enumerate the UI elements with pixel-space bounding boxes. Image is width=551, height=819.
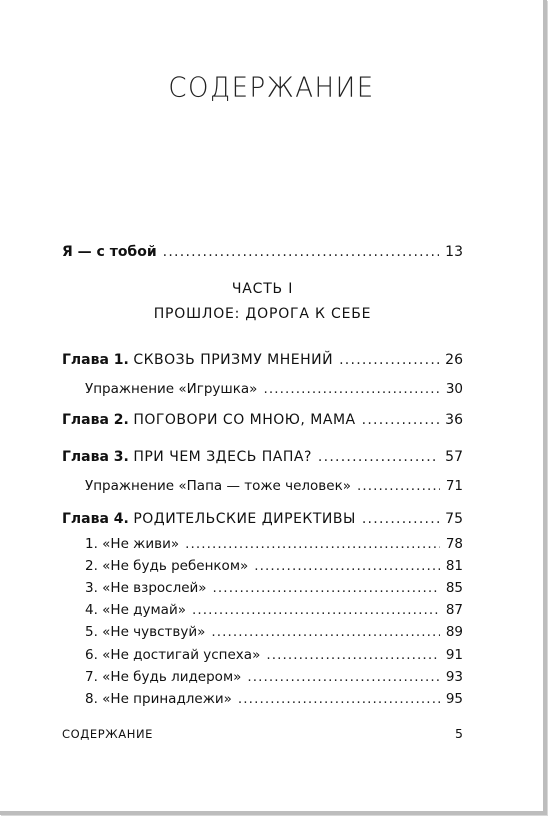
toc-entry-directive-1[interactable] bbox=[85, 535, 463, 553]
toc-entry-label: 4. «Не думай» bbox=[85, 602, 186, 618]
toc-entry-label: 5. «Не чувствуй» bbox=[85, 624, 206, 640]
toc-page-number: 57 bbox=[445, 449, 463, 465]
toc-page-number: 30 bbox=[445, 381, 463, 397]
leader-dots bbox=[357, 477, 440, 495]
toc-entry-label: 6. «Не достигай успеха» bbox=[85, 647, 261, 663]
toc-page-number: 71 bbox=[445, 478, 463, 494]
folio-page-number: 5 bbox=[455, 726, 463, 741]
leader-dots bbox=[266, 646, 439, 664]
toc-entry-label: Глава 3. ПРИ ЧЕМ ЗДЕСЬ ПАПА? bbox=[62, 449, 312, 465]
page-title: СОДЕРЖАНИЕ bbox=[168, 72, 375, 104]
toc-entry-exercise-dad[interactable] bbox=[85, 477, 463, 495]
toc-entry-label: Упражнение «Игрушка» bbox=[85, 381, 258, 397]
toc-entry-label: Глава 1. СКВОЗЬ ПРИЗМУ МНЕНИЙ bbox=[62, 352, 334, 368]
toc-page-number: 91 bbox=[445, 647, 463, 663]
toc-page-number: 75 bbox=[445, 511, 463, 527]
toc-page-number: 26 bbox=[445, 352, 463, 368]
toc-entry-chapter-2[interactable] bbox=[62, 411, 463, 429]
toc-entry-directive-6[interactable] bbox=[85, 646, 463, 664]
leader-dots bbox=[185, 535, 440, 553]
toc-entry-chapter-1[interactable] bbox=[62, 351, 463, 369]
toc-entry-label: 7. «Не будь лидером» bbox=[85, 669, 242, 685]
toc-entry-label: 1. «Не живи» bbox=[85, 536, 180, 552]
running-title: СОДЕРЖАНИЕ bbox=[62, 727, 154, 741]
leader-dots bbox=[213, 579, 440, 597]
leader-dots bbox=[318, 448, 439, 466]
toc-entry-chapter-3[interactable] bbox=[62, 448, 463, 466]
leader-dots bbox=[362, 510, 439, 528]
toc-entry-directive-4[interactable] bbox=[85, 601, 463, 619]
leader-dots bbox=[254, 557, 440, 575]
toc-entry-label: Упражнение «Папа — тоже человек» bbox=[85, 478, 351, 494]
toc-page-number: 81 bbox=[445, 558, 463, 574]
leader-dots bbox=[339, 351, 439, 369]
leader-dots bbox=[362, 411, 440, 429]
leader-dots bbox=[263, 380, 439, 398]
toc-entry-directive-3[interactable] bbox=[85, 579, 463, 597]
toc-entry-directive-2[interactable] bbox=[85, 557, 463, 575]
toc-entry-label: 2. «Не будь ребенком» bbox=[85, 558, 249, 574]
toc-page-number: 78 bbox=[445, 536, 463, 552]
toc-entry-exercise-toy[interactable] bbox=[85, 380, 463, 398]
leader-dots bbox=[238, 690, 440, 708]
toc-page-number: 85 bbox=[445, 580, 463, 596]
toc-entry-label: 8. «Не принадлежи» bbox=[85, 691, 232, 707]
toc-entry-label: Глава 4. РОДИТЕЛЬСКИЕ ДИРЕКТИВЫ bbox=[62, 511, 356, 527]
toc-page-number: 36 bbox=[445, 412, 463, 428]
toc-entry-directive-7[interactable] bbox=[85, 668, 463, 686]
toc-page-number: 93 bbox=[445, 669, 463, 685]
leader-dots bbox=[211, 623, 439, 641]
toc-entry-chapter-4[interactable] bbox=[62, 510, 463, 528]
toc-entry-label: Я — с тобой bbox=[62, 244, 157, 260]
toc-entry-intro[interactable] bbox=[62, 243, 463, 261]
leader-dots bbox=[247, 668, 439, 686]
toc-page-number: 13 bbox=[445, 244, 463, 260]
toc-entry-directive-8[interactable] bbox=[85, 690, 463, 708]
toc-page-number: 87 bbox=[445, 602, 463, 618]
toc-entry-label: Глава 2. ПОГОВОРИ СО МНОЮ, МАМА bbox=[62, 412, 356, 428]
leader-dots bbox=[192, 601, 440, 619]
part-number: ЧАСТЬ I bbox=[231, 281, 294, 297]
part-name: ПРОШЛОЕ: ДОРОГА К СЕБЕ bbox=[153, 306, 372, 322]
leader-dots bbox=[163, 243, 440, 261]
toc-entry-label: 3. «Не взрослей» bbox=[85, 580, 207, 596]
toc-page-number: 95 bbox=[445, 691, 463, 707]
toc-entry-directive-5[interactable] bbox=[85, 623, 463, 641]
toc-page-number: 89 bbox=[445, 624, 463, 640]
